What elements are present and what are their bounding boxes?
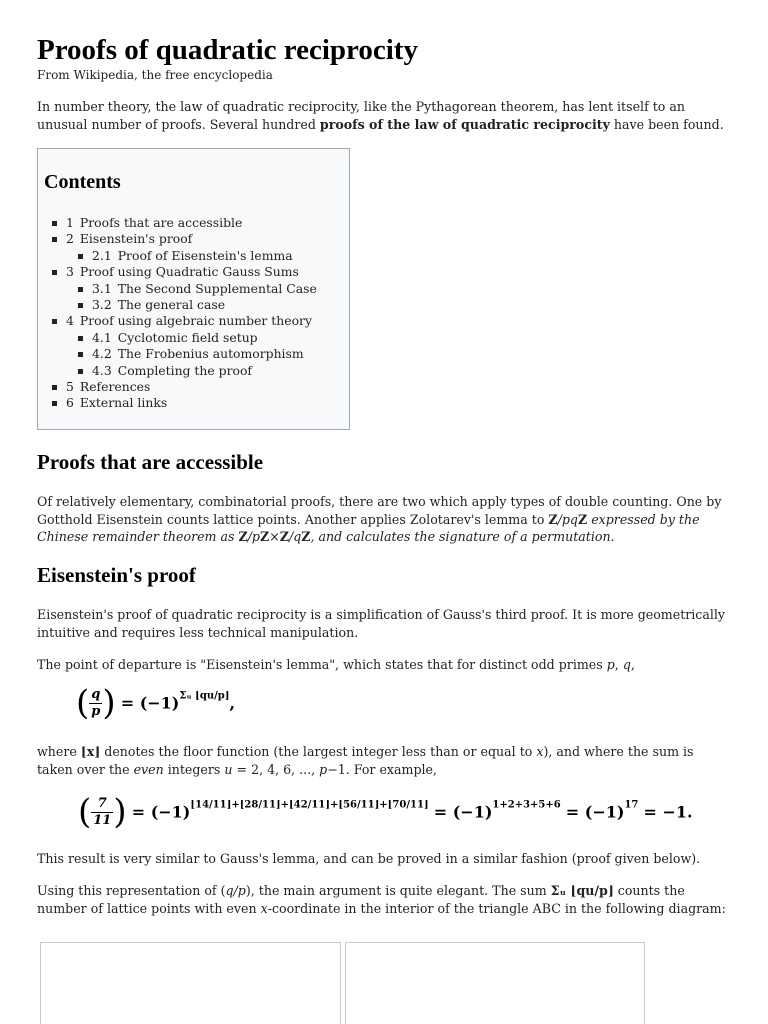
section1-paragraph: Of relatively elementary, combinatorial proofs, there are two which apply types of double counting. One by Gotthold Eisenstein counts lattice points. Another applies Zolotarev's lemma to Z/pqZ expressed by the Chinese remainder theorem as Z/pZ×Z/qZ, and calculates the signature of a permutation. (37, 494, 722, 544)
bullet-icon (52, 221, 57, 226)
toc-item[interactable]: 4 Proof using algebraic number theory (66, 313, 317, 329)
toc-subitem[interactable]: 4.1 Cyclotomic field setup (66, 330, 317, 346)
bullet-icon (78, 336, 83, 341)
toc-list (66, 215, 317, 412)
bullet-icon (78, 303, 83, 308)
bullet-icon (52, 401, 57, 406)
toc-subitem[interactable]: 3.2 The general case (66, 297, 317, 313)
eisenstein-paragraph-1: Eisenstein's proof of quadratic reciprocity is a simplification of Gauss's third proof. It is more geometrically intuitive and requires less technical manipulation. (37, 607, 726, 640)
formula-eisenstein-lemma: ( $\frac{q}{p}$ ) = $(-1)^{\Sigma ᵤ ⌊qu/p⌋}$, (76, 683, 236, 723)
toc-subitem[interactable]: 2.1 Proof of Eisenstein's lemma (66, 248, 317, 264)
intro-bold-term: proofs of the law of quadratic reciprocity (319, 116, 610, 132)
bullet-icon (52, 237, 57, 242)
intro-text-2: have been found. (609, 116, 724, 132)
eisenstein-paragraph-5: Using this representation of (q/p), the main argument is quite elegant. The sum Σᵤ ⌊qu/p⌋ counts the number of lattice points with even x-coordinate in the interior of the triangle ABC in the following diagram: (37, 883, 726, 916)
bullet-icon (52, 270, 57, 275)
bullet-icon (52, 319, 57, 324)
page-subtitle: From Wikipedia, the free encyclopedia (37, 68, 273, 82)
toc-subitem[interactable]: 4.2 The Frobenius automorphism (66, 346, 317, 362)
bullet-icon (78, 369, 83, 374)
diagram-thumbnail-left[interactable] (40, 942, 341, 1024)
toc-subitem[interactable]: 4.3 Completing the proof (66, 363, 317, 379)
bullet-icon (78, 287, 83, 292)
section-heading-eisenstein: Eisenstein's proof (37, 563, 196, 587)
toc-item[interactable]: 5 References (66, 379, 317, 395)
table-of-contents (37, 148, 350, 430)
toc-item[interactable]: 3 Proof using Quadratic Gauss Sums (66, 264, 317, 280)
diagram-thumbnail-right[interactable] (345, 942, 645, 1024)
bullet-icon (52, 385, 57, 390)
bullet-icon (78, 352, 83, 357)
formula-example: ( $\frac{7}{11}$ ) = $(-1)^{⌊14/11⌋+⌊28/11⌋+⌊42/11⌋+⌊56/11⌋+⌊70/11⌋} = (-1)^{1+2+3+5+6} = (-1)^{17} = -1$. (78, 792, 693, 832)
toc-subitem[interactable]: 3.1 The Second Supplemental Case (66, 281, 317, 297)
eisenstein-paragraph-3: where ⌊x⌋ denotes the floor function (the largest integer less than or equal to x), and where the sum is taken over the even integers u = 2, 4, 6, ..., p−1. For example, (37, 744, 694, 777)
eisenstein-paragraph-2: The point of departure is "Eisenstein's lemma", which states that for distinct odd primes p, q, (37, 657, 635, 672)
bullet-icon (78, 254, 83, 259)
toc-item[interactable]: 1 Proofs that are accessible (66, 215, 317, 231)
section-heading-accessible: Proofs that are accessible (37, 450, 264, 474)
intro-paragraph (37, 98, 727, 133)
page-title: Proofs of quadratic reciprocity (37, 34, 418, 66)
toc-title: Contents (44, 171, 121, 193)
toc-item[interactable]: 2 Eisenstein's proof (66, 231, 317, 247)
eisenstein-paragraph-4: This result is very similar to Gauss's lemma, and can be proved in a similar fashion (proof given below). (37, 851, 701, 866)
toc-item[interactable]: 6 External links (66, 395, 317, 411)
intro-text-1: In number theory, the law of quadratic reciprocity, like the Pythagorean theorem, has lent itself to an unusual number of proofs. Several hundred (37, 99, 685, 132)
